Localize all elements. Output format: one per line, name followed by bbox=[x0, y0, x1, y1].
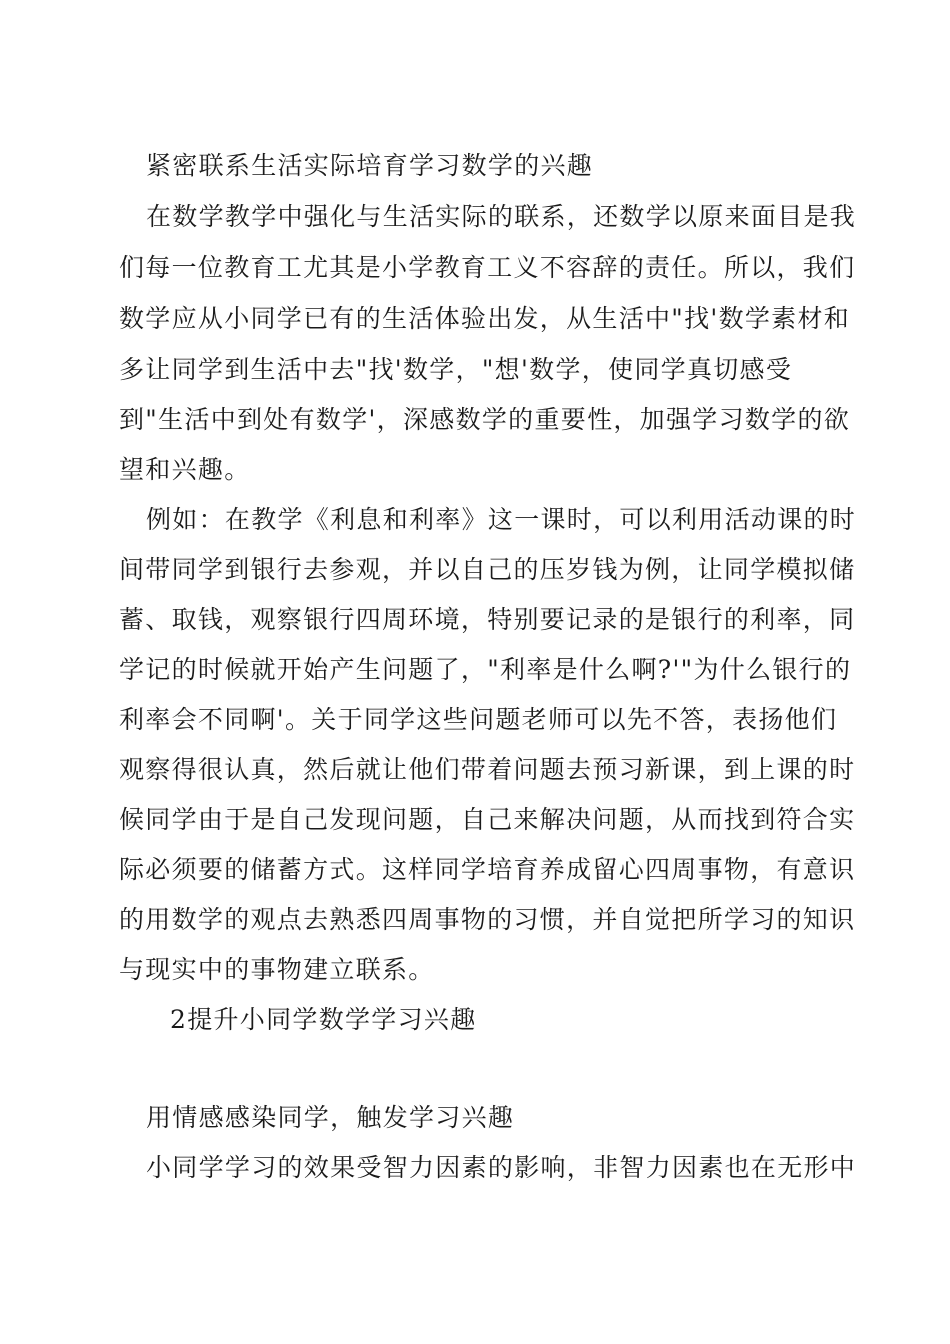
paragraph-line: 的用数学的观点去熟悉四周事物的习惯，并自觉把所学习的知识 bbox=[119, 905, 856, 934]
paragraph-line: 小同学学习的效果受智力因素的影响，非智力因素也在无形中 bbox=[146, 1153, 857, 1182]
paragraph-line: 在数学教学中强化与生活实际的联系，还数学以原来面目是我 bbox=[146, 202, 857, 231]
paragraph-line: 到"生活中到处有数学'，深感数学的重要性，加强学习数学的欲 bbox=[119, 405, 851, 434]
paragraph-line: 数学应从小同学已有的生活体验出发，从生活中"找'数学素材和 bbox=[119, 304, 851, 333]
paragraph-line: 候同学由于是自己发现问题，自己来解决问题，从而找到符合实 bbox=[119, 805, 856, 834]
paragraph-line: 利率会不同啊'。关于同学这些问题老师可以先不答，表扬他们 bbox=[119, 705, 838, 734]
section-heading: 2提升小同学数学学习兴趣 bbox=[170, 1005, 477, 1034]
paragraph-line: 观察得很认真，然后就让他们带着问题去预习新课，到上课的时 bbox=[119, 755, 856, 784]
section-heading: 紧密联系生活实际培育学习数学的兴趣 bbox=[146, 151, 594, 180]
paragraph-line: 例如：在教学《利息和利率》这一课时，可以利用活动课的时 bbox=[146, 505, 857, 534]
paragraph-line: 望和兴趣。 bbox=[119, 455, 251, 484]
paragraph-line: 与现实中的事物建立联系。 bbox=[119, 955, 435, 984]
paragraph-line: 蓄、取钱，观察银行四周环境，特别要记录的是银行的利率，同 bbox=[119, 605, 856, 634]
section-heading: 用情感感染同学，触发学习兴趣 bbox=[146, 1103, 515, 1132]
paragraph-line: 学记的时候就开始产生问题了，"利率是什么啊?'"为什么银行的 bbox=[119, 655, 852, 684]
paragraph-line: 际必须要的储蓄方式。这样同学培育养成留心四周事物，有意识 bbox=[119, 855, 856, 884]
paragraph-line: 间带同学到银行去参观，并以自己的压岁钱为例，让同学模拟储 bbox=[119, 555, 856, 584]
paragraph-line: 们每一位教育工尤其是小学教育工义不容辞的责任。所以，我们 bbox=[119, 253, 856, 282]
paragraph-line: 多让同学到生活中去"找'数学，"想'数学，使同学真切感受 bbox=[119, 355, 793, 384]
